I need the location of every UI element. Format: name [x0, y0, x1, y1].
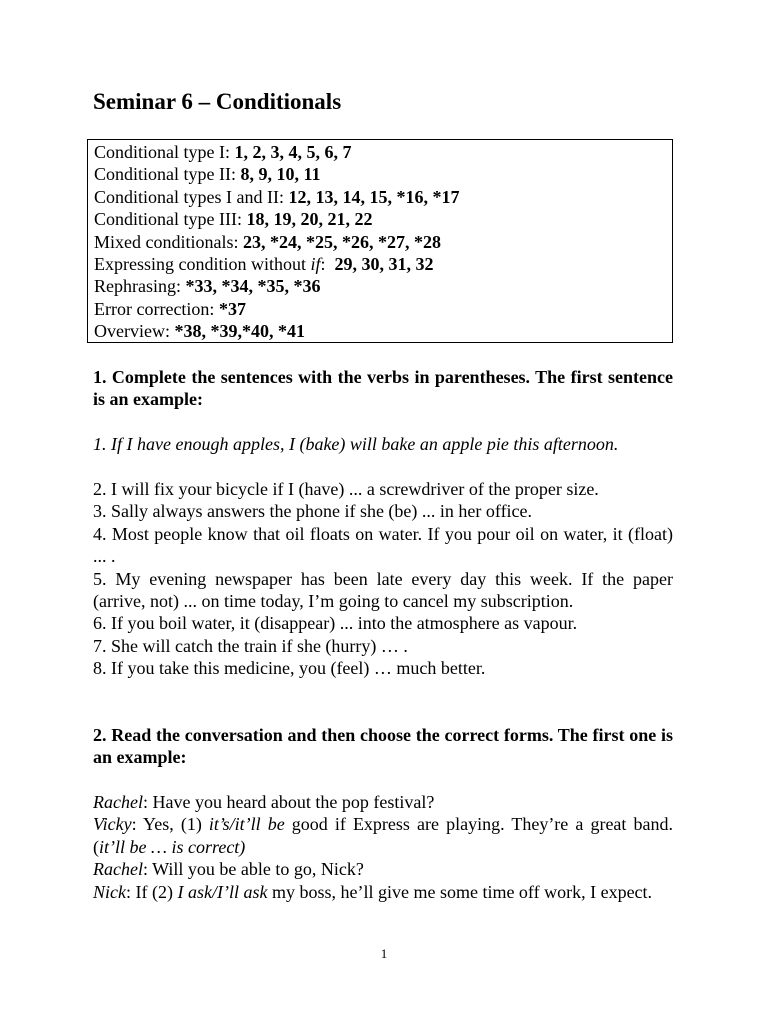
contents-row [94, 231, 672, 253]
contents-row [94, 320, 672, 342]
dialogue-text: : Will you be able to go, Nick? [142, 859, 364, 880]
contents-numbers: *33, *34, *35, *36 [185, 276, 321, 297]
contents-label-italic: if [310, 254, 321, 275]
answer-options: it’s/it’ll be [208, 814, 285, 835]
speaker-name: Nick [93, 881, 126, 902]
contents-label: Conditional types I and II: [94, 186, 289, 207]
dialogue-text: good if Express are playing. They’re a great band. ( [93, 814, 674, 857]
speaker-name: Rachel [93, 859, 143, 880]
contents-numbers: 1, 2, 3, 4, 5, 6, 7 [234, 142, 352, 162]
contents-row [94, 253, 672, 275]
exercise-item: 3. Sally always answers the phone if she (be) ... in her office. [93, 501, 533, 522]
exercise-1-heading: 1. Complete the sentences with the verbs in parentheses. The first sentence is an example: [93, 367, 673, 410]
example-answer: it’ll be … is correct) [99, 836, 246, 857]
contents-label: Conditional type I: [94, 142, 235, 162]
dialogue-text: : Have you heard about the pop festival? [142, 792, 435, 812]
dialogue-line [93, 881, 673, 903]
contents-label: Expressing condition without [94, 254, 311, 275]
dialogue-text: my boss, he’ll give me some time off work, I expect. [267, 881, 653, 902]
contents-numbers: *38, *39,*40, *41 [174, 321, 305, 342]
exercise-item: 6. If you boil water, it (disappear) ... into the atmosphere as vapour. [93, 613, 578, 634]
speaker-name: Vicky [93, 814, 132, 835]
answer-options: I ask/I’ll ask [177, 881, 268, 902]
contents-numbers: 8, 9, 10, 11 [240, 164, 321, 185]
contents-label: Conditional type II: [94, 164, 241, 185]
dialogue-text: : If (2) [126, 881, 178, 902]
contents-row [94, 298, 672, 320]
contents-numbers: 29, 30, 31, 32 [334, 254, 434, 275]
page-number: 1 [380, 946, 388, 961]
contents-label: Rephrasing: [94, 276, 186, 297]
exercise-2-heading: 2. Read the conversation and then choose the correct forms. The first one is an example: [93, 725, 673, 768]
dialogue-text: : Yes, (1) [131, 814, 209, 835]
dialogue-line [93, 791, 673, 813]
exercise-1-items [93, 478, 673, 680]
contents-row [94, 208, 672, 230]
contents-row [94, 186, 672, 208]
dialogue-line [93, 813, 673, 858]
contents-label: Conditional type III: [94, 209, 247, 230]
contents-numbers: 12, 13, 14, 15, *16, *17 [288, 186, 460, 207]
contents-label: Overview: [94, 321, 175, 342]
contents-numbers: 23, *24, *25, *26, *27, *28 [242, 231, 441, 252]
contents-row [94, 163, 672, 185]
dialogue-line [93, 858, 673, 880]
exercise-item: 8. If you take this medicine, you (feel) … much better. [93, 658, 486, 679]
exercise-1-example: 1. If I have enough apples, I (bake) will bake an apple pie this afternoon. [93, 434, 619, 454]
contents-label: Error correction: [94, 298, 219, 319]
page-title: Seminar 6 – Conditionals [93, 89, 342, 114]
speaker-name: Rachel [93, 792, 143, 812]
exercise-item: 5. My evening newspaper has been late every day this week. If the paper (arrive, not) ... on time today, I’m going to cancel my subscription. [93, 568, 673, 612]
exercise-item: 4. Most people know that oil floats on water. If you pour oil on water, it (float) ... . [93, 523, 673, 567]
conversation [93, 791, 673, 903]
contents-row [94, 141, 672, 163]
contents-label: Mixed conditionals: [94, 231, 243, 252]
contents-label-suffix: : [320, 254, 335, 275]
contents-row [94, 275, 672, 297]
contents-box [87, 139, 673, 343]
exercise-item: 2. I will fix your bicycle if I (have) ... a screwdriver of the proper size. [93, 479, 599, 499]
exercise-item: 7. She will catch the train if she (hurry) … . [93, 635, 408, 656]
contents-numbers: *37 [218, 298, 246, 319]
contents-numbers: 18, 19, 20, 21, 22 [246, 209, 373, 230]
